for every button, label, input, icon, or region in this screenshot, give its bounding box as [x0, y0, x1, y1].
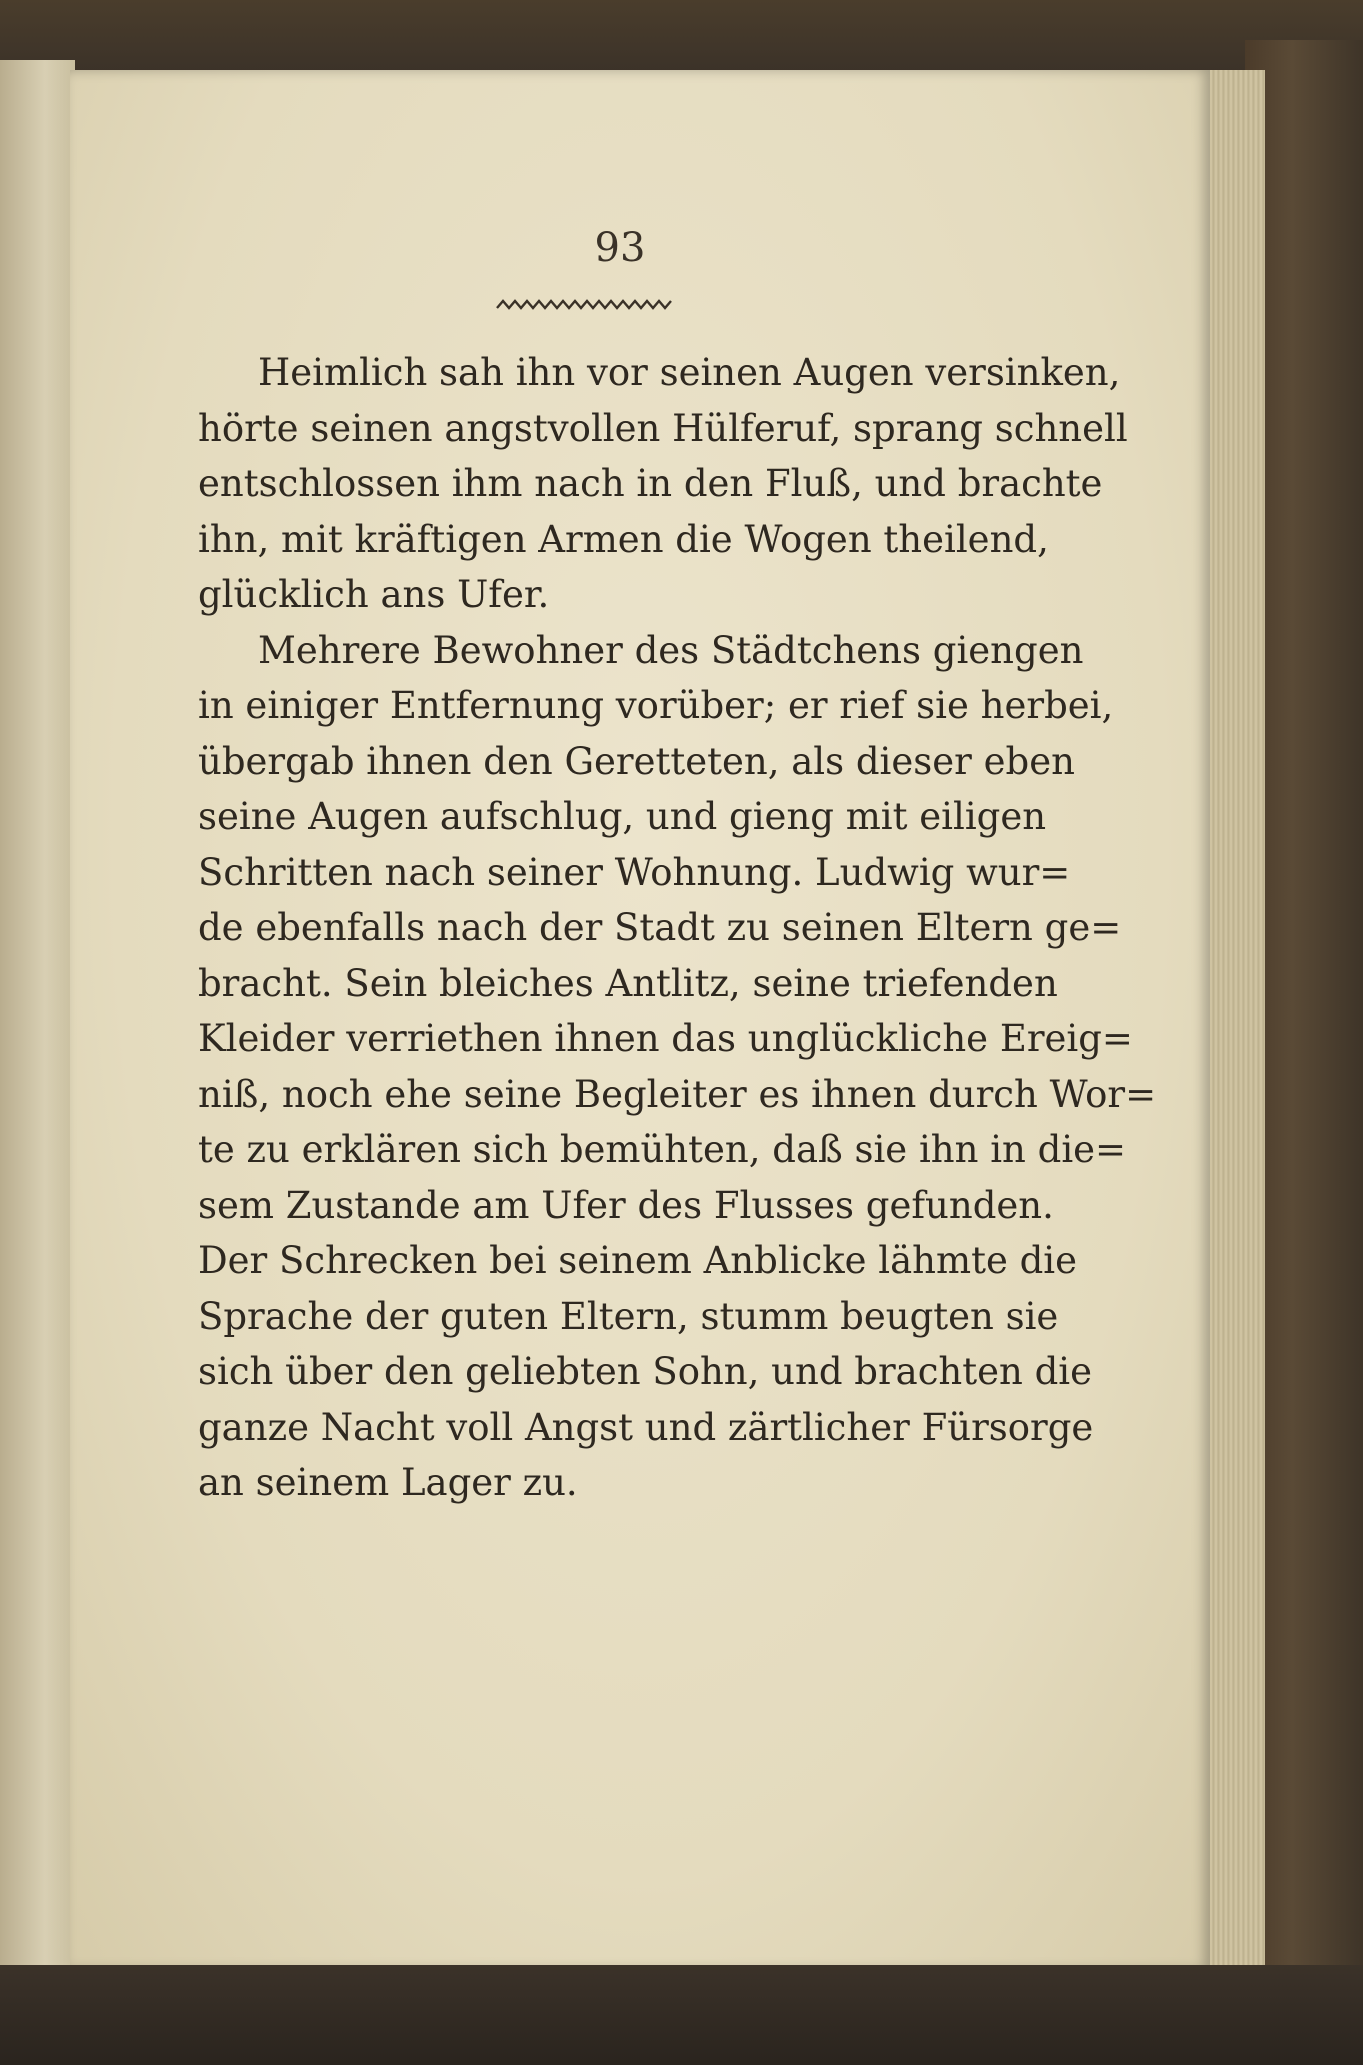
text-line: sich über den geliebten Sohn, und brachten die [198, 1350, 1093, 1393]
text-line: de ebenfalls nach der Stadt zu seinen Eltern ge= [198, 906, 1122, 949]
text-line: Heimlich sah ihn vor seinen Augen versinken, [258, 351, 1121, 394]
text-line: Kleider verriethen ihnen das unglückliche Ereig= [198, 1017, 1133, 1060]
paragraph [198, 623, 1157, 1511]
text-line: Der Schrecken bei seinem Anblicke lähmte die [198, 1239, 1078, 1282]
text-line: niß, noch ehe seine Begleiter es ihnen durch Wor= [198, 1072, 1157, 1116]
page-number: 93 [594, 225, 646, 271]
body-text [198, 345, 1157, 1511]
text-line: entschlossen ihm nach in den Fluß, und brachte [198, 462, 1103, 505]
text-line: hörte seinen angstvollen Hülferuf, sprang schnell [198, 406, 1128, 450]
book-cover-bottom [0, 1965, 1363, 2065]
book-cover-top [0, 0, 1363, 80]
text-line: Schritten nach seiner Wohnung. Ludwig wur= [198, 850, 1071, 894]
text-line: seine Augen aufschlug, und gieng mit eiligen [198, 795, 1047, 838]
text-line: sem Zustande am Ufer des Flusses gefunden. [198, 1183, 1054, 1227]
text-line: ihn, mit kräftigen Armen die Wogen theilend, [198, 517, 1049, 561]
text-line: in einiger Entfernung vorüber; er rief sie herbei, [198, 684, 1114, 727]
text-line: ganze Nacht voll Angst und zärtlicher Fürsorge [198, 1405, 1094, 1449]
wavy-rule-ornament-icon [495, 298, 675, 312]
text-line: übergab ihnen den Geretteten, als dieser eben [198, 739, 1075, 783]
text-line: Mehrere Bewohner des Städtchens giengen [258, 628, 1084, 672]
text-line: Sprache der guten Eltern, stumm beugten sie [198, 1294, 1059, 1338]
text-line: an seinem Lager zu. [198, 1461, 578, 1504]
text-line: te zu erklären sich bemühten, daß sie ihn in die= [198, 1128, 1127, 1171]
page-edges [1205, 70, 1265, 1990]
text-line: bracht. Sein bleiches Antlitz, seine triefenden [198, 961, 1058, 1005]
text-line: glücklich ans Ufer. [198, 573, 550, 616]
paragraph [198, 345, 1128, 623]
book-gutter-left [0, 60, 75, 2010]
